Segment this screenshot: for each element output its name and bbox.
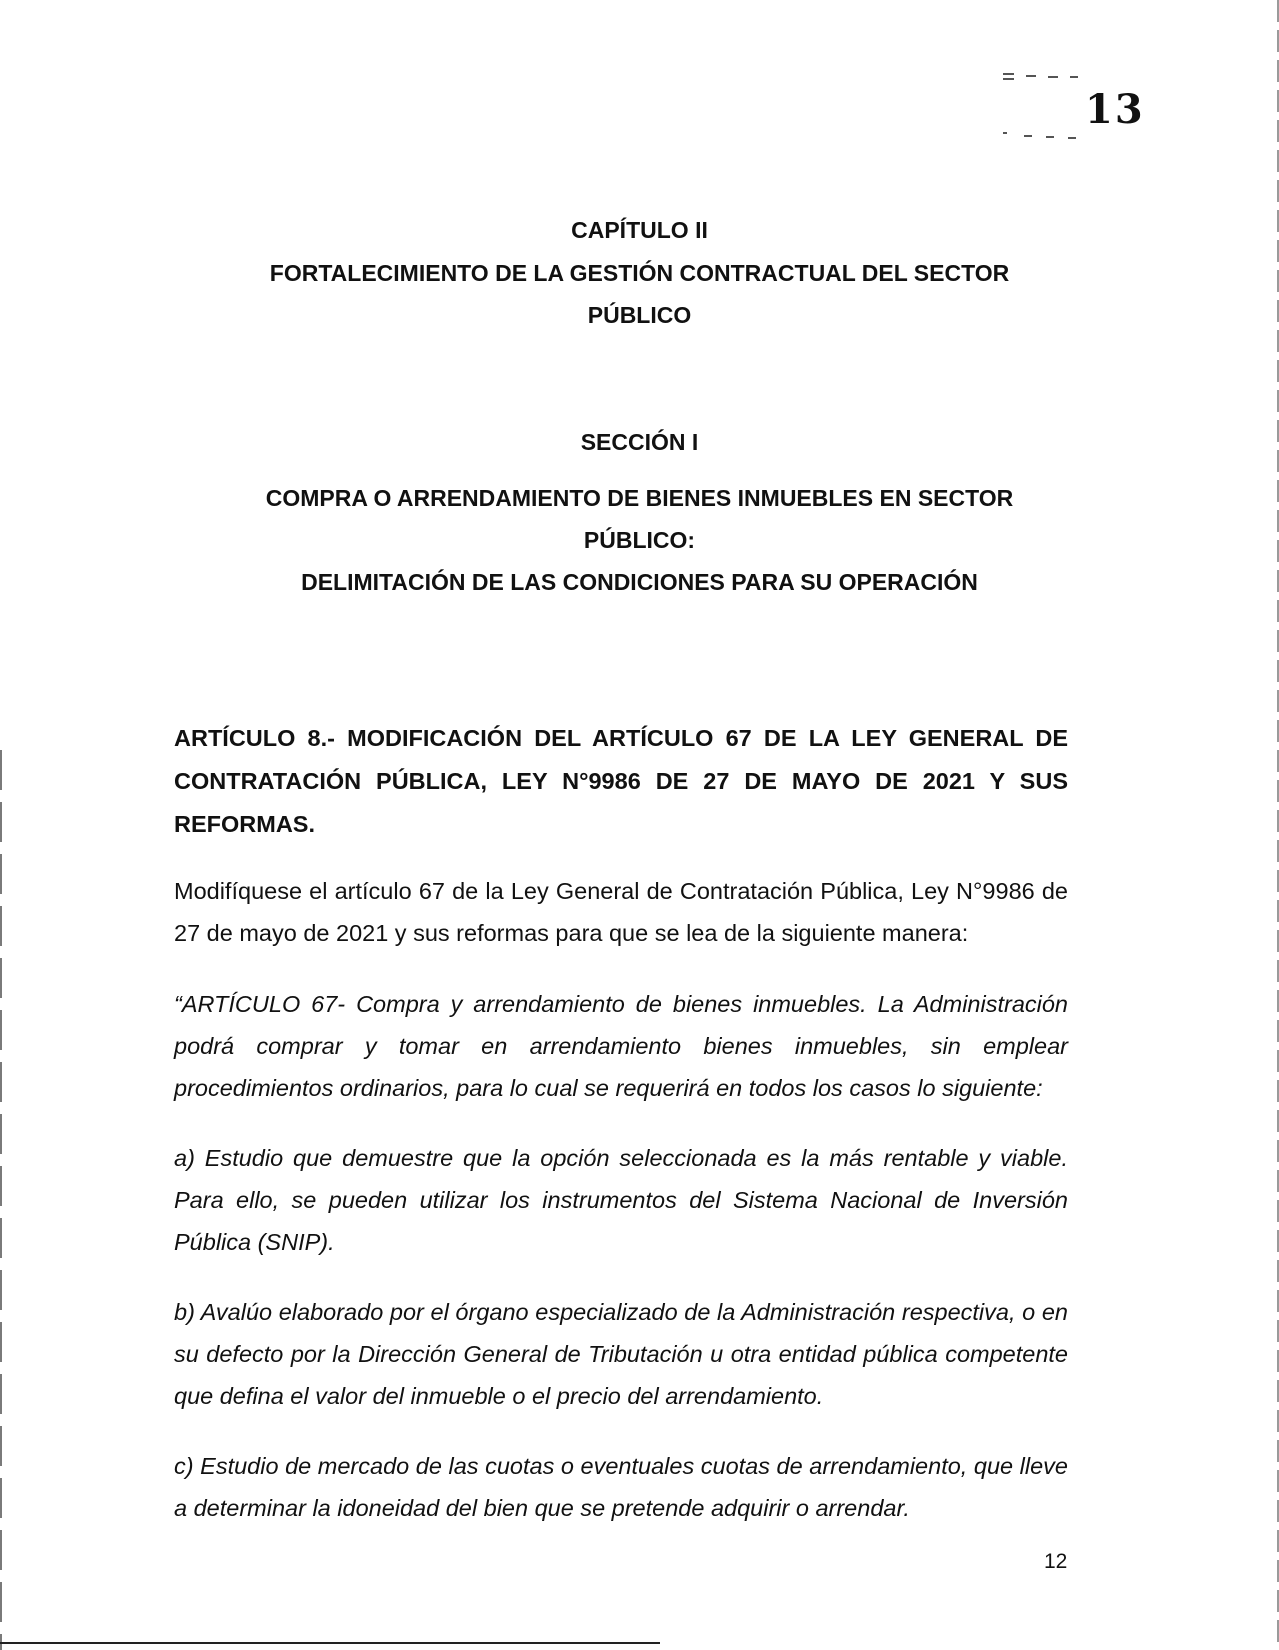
article-title <box>174 717 1068 846</box>
quoted-article-intro: “ARTÍCULO 67- Compra y arrendamiento de bienes inmuebles. La Administración podrá comprar y tomar en arrendamiento bienes inmuebles, sin emplear procedimientos ordinarios, para lo cual se requerirá en todos los casos lo siguiente: <box>174 991 1068 1101</box>
stamp-dash <box>1003 78 1014 80</box>
article-title-main: ARTÍCULO 8.- MODIFICACIÓN DEL ARTÍCULO 67 DE LA LEY GENERAL DE CONTRATACIÓN PÚBLICA, LEY N°9986 DE 27 DE MAYO DE 2021 Y SUS <box>174 725 1068 794</box>
requirement-item-a: a) Estudio que demuestre que la opción seleccionada es la más rentable y viable. Para ello, se pueden utilizar los instrumentos del Sistema Nacional de Inversión Pública (SNIP). <box>174 1145 1068 1255</box>
section-heading: SECCIÓN I <box>580 429 699 455</box>
stamp-dash <box>1046 136 1054 138</box>
page-number: 12 <box>1044 1550 1068 1573</box>
section-title-line: COMPRA O ARRENDAMIENTO DE BIENES INMUEBLES EN SECTOR <box>265 485 1014 511</box>
stamp-dash <box>1003 132 1007 134</box>
folio-stamp-number: 13 <box>1085 86 1145 133</box>
article-intro-paragraph: Modifíquese el artículo 67 de la Ley General de Contratación Pública, Ley N°9986 de 27 de mayo de 2021 y sus reformas para que se lea de la siguiente manera: <box>174 878 1068 946</box>
section-title-line: PÚBLICO: <box>583 527 696 553</box>
scan-edge-left <box>0 750 2 1650</box>
chapter-heading: CAPÍTULO II <box>571 217 708 243</box>
stamp-dash <box>1026 75 1036 77</box>
requirement-item-b: b) Avalúo elaborado por el órgano especializado de la Administración respectiva, o en su defecto por la Dirección General de Tributación u otra entidad pública competente que defina el valor del inmueble o el precio del arrendamiento. <box>174 1299 1068 1409</box>
stamp-dash <box>1003 73 1014 75</box>
stamp-dash <box>1048 76 1058 78</box>
chapter-title-line: FORTALECIMIENTO DE LA GESTIÓN CONTRACTUAL DEL SECTOR <box>269 260 1010 286</box>
article-title-last: REFORMAS. <box>174 811 315 837</box>
chapter-title-line: PÚBLICO <box>587 302 692 328</box>
requirement-item-c: c) Estudio de mercado de las cuotas o eventuales cuotas de arrendamiento, que lleve a determinar la idoneidad del bien que se pretende adquirir o arrendar. <box>174 1453 1068 1521</box>
stamp-dash <box>1070 76 1078 78</box>
section-title-line: DELIMITACIÓN DE LAS CONDICIONES PARA SU OPERACIÓN <box>301 569 978 595</box>
stamp-dash <box>1068 137 1076 139</box>
stamp-dash <box>1024 135 1032 137</box>
